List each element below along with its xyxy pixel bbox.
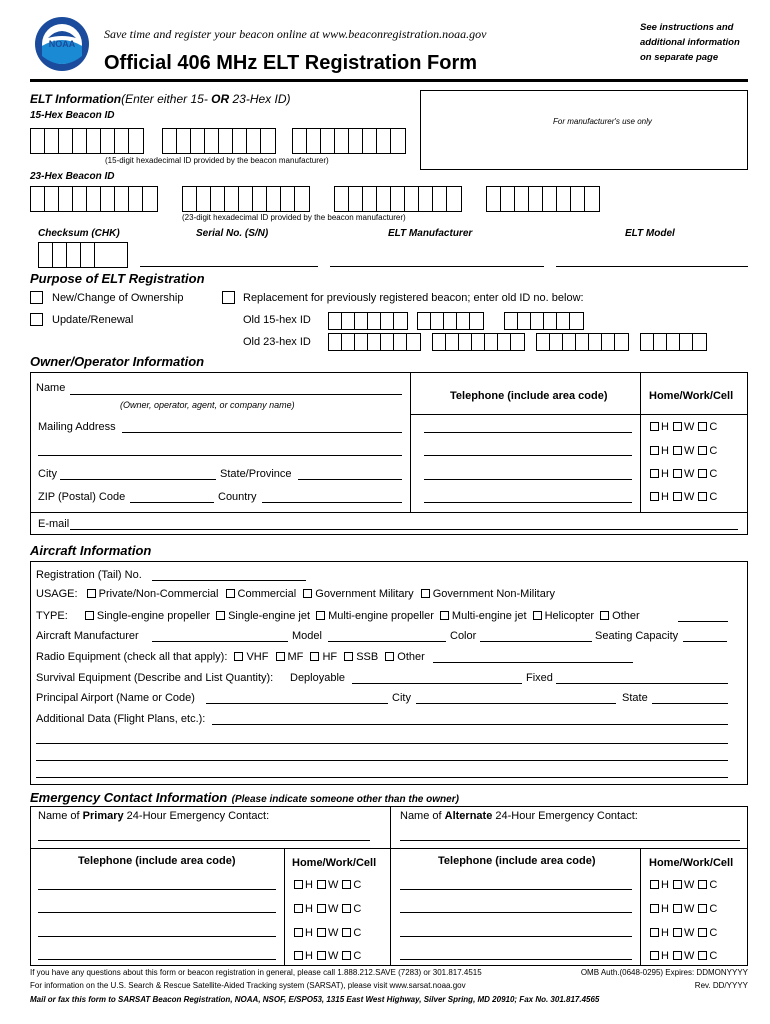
- primary-phone-field-4[interactable]: [38, 959, 276, 960]
- noaa-logo: [34, 16, 90, 72]
- owner-hwc-2[interactable]: H W C: [648, 445, 717, 457]
- old15-group-2[interactable]: [417, 312, 484, 330]
- usage-commercial-checkbox[interactable]: [226, 589, 235, 598]
- update-label: Update/Renewal: [52, 314, 134, 326]
- elt-model-field[interactable]: [556, 266, 748, 267]
- type-row: TYPE: Single-engine propeller Single-engine jet Multi-engine propeller Multi-engine jet Helicopter Other: [36, 610, 640, 622]
- airport-label: Principal Airport (Name or Code): [36, 692, 195, 704]
- type-single-prop-checkbox[interactable]: [85, 611, 94, 620]
- aircraft-color-label: Color: [450, 630, 477, 642]
- replacement-label: Replacement for previously registered beacon; enter old ID no. below:: [243, 292, 584, 304]
- email-divider: [30, 512, 748, 513]
- state-label: State/Province: [220, 468, 292, 480]
- footer-sarsat: For information on the U.S. Search & Rescue Satellite-Aided Tracking system (SARSAT), please visit www.sarsat.noaa.gov: [30, 981, 466, 990]
- hex15-note: (15-digit hexadecimal ID provided by the beacon manufacturer): [105, 156, 329, 165]
- old23-group-3[interactable]: [536, 333, 629, 351]
- primary-hwc-3[interactable]: H W C: [292, 927, 361, 939]
- additional-field-1[interactable]: [212, 724, 728, 725]
- owner-hwc-header: Home/Work/Cell: [649, 390, 734, 402]
- owner-phone-field-1[interactable]: [424, 432, 632, 433]
- alternate-phone-field-4[interactable]: [400, 959, 632, 960]
- usage-gov-military-checkbox[interactable]: [303, 589, 312, 598]
- primary-hwc-header: Home/Work/Cell: [292, 857, 377, 869]
- hex23-group-1[interactable]: [30, 186, 158, 212]
- checksum-field[interactable]: [38, 242, 128, 268]
- primary-phone-field-3[interactable]: [38, 936, 276, 937]
- fixed-field[interactable]: [556, 683, 728, 684]
- primary-contact-field[interactable]: [38, 840, 370, 841]
- owner-header-rule: [410, 414, 748, 415]
- owner-phone-field-4[interactable]: [424, 502, 632, 503]
- type-other-checkbox[interactable]: [600, 611, 609, 620]
- mailing-field-2[interactable]: [38, 455, 402, 456]
- country-label: Country: [218, 491, 257, 503]
- owner-phone-field-3[interactable]: [424, 479, 632, 480]
- owner-divider-1: [410, 372, 411, 512]
- emergency-heading: Emergency Contact Information (Please indicate someone other than the owner): [30, 790, 459, 805]
- radio-vhf-checkbox[interactable]: [234, 652, 243, 661]
- old23-group-1[interactable]: [328, 333, 421, 351]
- emergency-divider-v3: [640, 848, 641, 966]
- primary-phone-field-2[interactable]: [38, 912, 276, 913]
- hex23-label: 23-Hex Beacon ID: [30, 171, 115, 182]
- elt-manufacturer-field[interactable]: [330, 266, 544, 267]
- hex23-group-4[interactable]: [486, 186, 600, 212]
- aircraft-heading: Aircraft Information: [30, 543, 152, 558]
- elt-manufacturer-label: ELT Manufacturer: [388, 228, 473, 239]
- radio-other-field[interactable]: [433, 662, 633, 663]
- radio-row: Radio Equipment (check all that apply): VHF MF HF SSB Other: [36, 651, 425, 663]
- radio-ssb-checkbox[interactable]: [344, 652, 353, 661]
- hex23-group-3[interactable]: [334, 186, 462, 212]
- primary-contact-label: Name of Primary 24-Hour Emergency Contact:: [38, 810, 270, 822]
- old23-label: Old 23-hex ID: [243, 336, 311, 348]
- usage-gov-nonmilitary-checkbox[interactable]: [421, 589, 430, 598]
- seating-label: Seating Capacity: [595, 630, 679, 642]
- alternate-hwc-3[interactable]: H W C: [648, 927, 717, 939]
- alternate-contact-field[interactable]: [400, 840, 740, 841]
- old23-group-4[interactable]: [640, 333, 707, 351]
- primary-phone-field-1[interactable]: [38, 889, 276, 890]
- primary-hwc-1[interactable]: H W C: [292, 879, 361, 891]
- airport-state-label: State: [622, 692, 648, 704]
- replacement-checkbox[interactable]: [222, 291, 235, 304]
- update-checkbox[interactable]: [30, 313, 43, 326]
- new-change-checkbox[interactable]: [30, 291, 43, 304]
- purpose-heading: Purpose of ELT Registration: [30, 271, 205, 286]
- registration-label: Registration (Tail) No.: [36, 569, 142, 581]
- alternate-hwc-4[interactable]: H W C: [648, 950, 717, 962]
- radio-other-checkbox[interactable]: [385, 652, 394, 661]
- footer-rev: Rev. DD/YYYY: [694, 981, 748, 990]
- radio-mf-checkbox[interactable]: [276, 652, 285, 661]
- checksum-label: Checksum (CHK): [38, 228, 120, 239]
- footer-omb: OMB Auth.(0648-0295) Expires: DDMONYYYY: [580, 968, 748, 977]
- aircraft-model-field[interactable]: [328, 641, 446, 642]
- alternate-contact-label: Name of Alternate 24-Hour Emergency Contact:: [400, 810, 638, 822]
- aircraft-color-field[interactable]: [480, 641, 592, 642]
- emergency-divider-v2: [284, 848, 285, 966]
- mailing-label: Mailing Address: [38, 421, 116, 433]
- airport-city-label: City: [392, 692, 411, 704]
- alternate-phone-header: Telephone (include area code): [438, 855, 596, 867]
- hex15-label: 15-Hex Beacon ID: [30, 110, 115, 121]
- zip-field[interactable]: [130, 502, 214, 503]
- fixed-label: Fixed: [526, 672, 553, 684]
- hex15-group-2[interactable]: [162, 128, 276, 154]
- owner-name-label: Name: [36, 382, 66, 394]
- alternate-hwc-2[interactable]: H W C: [648, 903, 717, 915]
- hex23-group-2[interactable]: [182, 186, 310, 212]
- footer-mail: Mail or fax this form to SARSAT Beacon Registration, NOAA, NSOF, E/SPO53, 1315 East West Highway, Silver Spring, MD 20910; Fax No. 301.817.4565: [30, 995, 600, 1004]
- owner-phone-header: Telephone (include area code): [450, 390, 608, 402]
- additional-field-2[interactable]: [36, 743, 728, 744]
- mailing-field-1[interactable]: [122, 432, 402, 433]
- primary-phone-header: Telephone (include area code): [78, 855, 236, 867]
- registration-field[interactable]: [152, 580, 306, 581]
- page-title: Official 406 MHz ELT Registration Form: [104, 52, 478, 74]
- alternate-hwc-1[interactable]: H W C: [648, 879, 717, 891]
- svg-text:NOAA: NOAA: [48, 39, 76, 49]
- owner-name-note: (Owner, operator, agent, or company name): [120, 400, 295, 410]
- alternate-hwc-header: Home/Work/Cell: [649, 857, 734, 869]
- manufacturer-use-label: For manufacturer's use only: [553, 117, 652, 126]
- aircraft-manufacturer-label: Aircraft Manufacturer: [36, 630, 139, 642]
- primary-hwc-2[interactable]: H W C: [292, 903, 361, 915]
- serial-label: Serial No. (S/N): [196, 228, 269, 239]
- elt-heading: ELT Information(Enter either 15- OR 23-Hex ID): [30, 92, 291, 106]
- header-rule: [30, 79, 748, 82]
- primary-hwc-4[interactable]: H W C: [292, 950, 361, 962]
- elt-model-label: ELT Model: [625, 228, 675, 239]
- owner-hwc-4[interactable]: H W C: [648, 491, 717, 503]
- owner-name-field[interactable]: [70, 394, 402, 395]
- manufacturer-use-box: [420, 90, 748, 170]
- alternate-phone-field-3[interactable]: [400, 936, 632, 937]
- instructions-note: See instructions and additional information on separate page: [640, 22, 740, 63]
- alternate-phone-field-1[interactable]: [400, 889, 632, 890]
- aircraft-model-label: Model: [292, 630, 322, 642]
- city-label: City: [38, 468, 57, 480]
- old15-label: Old 15-hex ID: [243, 314, 311, 326]
- deployable-label: Deployable: [290, 672, 346, 684]
- owner-hwc-1[interactable]: H W C: [648, 421, 717, 433]
- survival-label: Survival Equipment (Describe and List Quantity):: [36, 672, 274, 684]
- serial-field[interactable]: [140, 266, 318, 267]
- email-label: E-mail: [38, 518, 70, 530]
- hex15-group-1[interactable]: [30, 128, 144, 154]
- type-multi-jet-checkbox[interactable]: [440, 611, 449, 620]
- hex15-group-3[interactable]: [292, 128, 406, 154]
- old23-group-2[interactable]: [432, 333, 525, 351]
- additional-field-4[interactable]: [36, 777, 728, 778]
- airport-city-field[interactable]: [416, 703, 616, 704]
- alternate-phone-field-2[interactable]: [400, 912, 632, 913]
- footer-questions: If you have any questions about this form or beacon registration in general, please call 1.888.212.SAVE (7283) or 301.817.4515: [30, 968, 482, 977]
- city-field[interactable]: [60, 479, 216, 480]
- owner-hwc-3[interactable]: H W C: [648, 468, 717, 480]
- old15-group-1[interactable]: [328, 312, 408, 330]
- radio-hf-checkbox[interactable]: [310, 652, 319, 661]
- owner-phone-field-2[interactable]: [424, 455, 632, 456]
- type-single-jet-checkbox[interactable]: [216, 611, 225, 620]
- deployable-field[interactable]: [352, 683, 522, 684]
- new-change-label: New/Change of Ownership: [52, 292, 184, 304]
- hex23-note: (23-digit hexadecimal ID provided by the beacon manufacturer): [182, 213, 406, 222]
- type-other-field[interactable]: [678, 621, 728, 622]
- usage-row: USAGE: Private/Non-Commercial Commercial Government Military Government Non-Military: [36, 588, 556, 600]
- aircraft-manufacturer-field[interactable]: [152, 641, 288, 642]
- zip-label: ZIP (Postal) Code: [38, 491, 126, 503]
- usage-private-checkbox[interactable]: [87, 589, 96, 598]
- header-tagline: Save time and register your beacon online at www.beaconregistration.noaa.gov: [104, 27, 487, 41]
- type-helicopter-checkbox[interactable]: [533, 611, 542, 620]
- additional-field-3[interactable]: [36, 760, 728, 761]
- type-multi-prop-checkbox[interactable]: [316, 611, 325, 620]
- owner-heading: Owner/Operator Information: [30, 354, 205, 369]
- old15-group-3[interactable]: [504, 312, 584, 330]
- emergency-divider-v: [390, 806, 391, 966]
- airport-state-field[interactable]: [652, 703, 728, 704]
- country-field[interactable]: [262, 502, 402, 503]
- seating-field[interactable]: [683, 641, 727, 642]
- email-field[interactable]: [70, 529, 738, 530]
- state-field[interactable]: [298, 479, 402, 480]
- additional-label: Additional Data (Flight Plans, etc.):: [36, 713, 206, 725]
- airport-field[interactable]: [206, 703, 388, 704]
- owner-divider-2: [640, 372, 641, 512]
